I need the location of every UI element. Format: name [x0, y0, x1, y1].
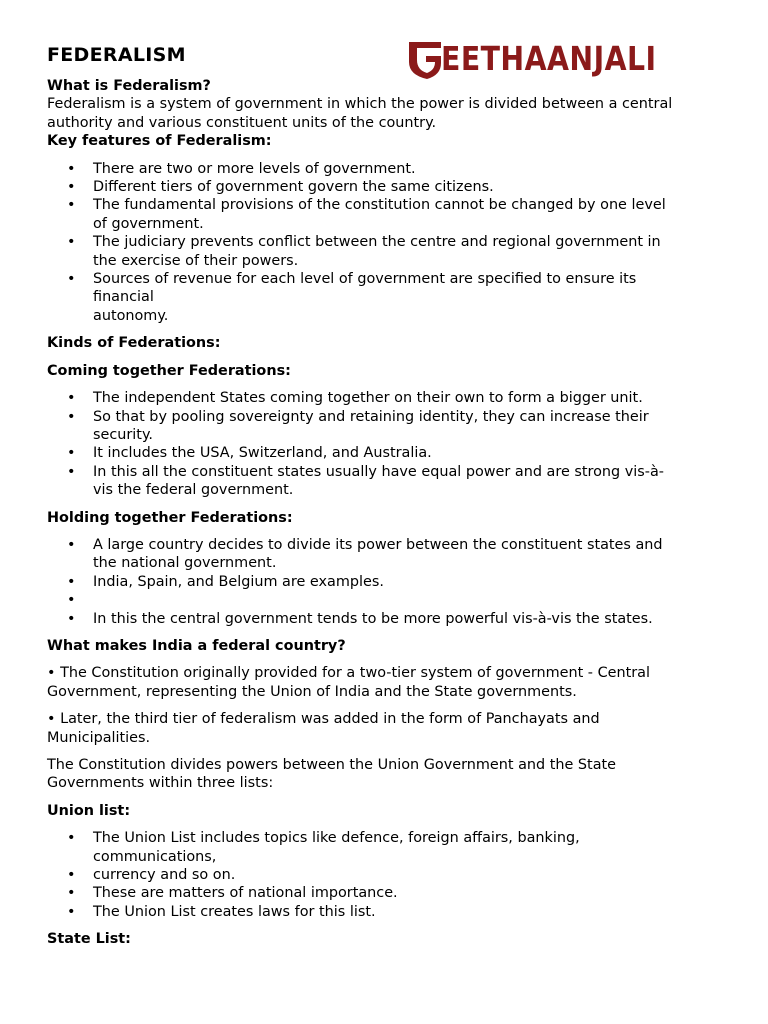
india-para-2-line: • Later, the third tier of federalism was added in the form of Panchayats and	[47, 711, 600, 728]
list-item	[47, 408, 727, 445]
bullet-icon: •	[67, 390, 76, 407]
key-features-list	[47, 160, 727, 326]
list-item	[47, 233, 727, 270]
list-item-text: India, Spain, and Belgium are examples.	[93, 573, 384, 590]
list-item-text: In this the central government tends to be more powerful vis-à-vis the states.	[93, 610, 653, 627]
page-title: FEDERALISM	[47, 44, 186, 66]
list-item	[47, 866, 727, 884]
what-is-line: authority and various constituent units of the country.	[47, 114, 437, 131]
list-item-text: The Union List includes topics like defence, foreign affairs, banking,	[93, 830, 580, 847]
list-item-text: Different tiers of government govern the same citizens.	[93, 179, 494, 196]
bullet-icon: •	[67, 610, 76, 627]
holding-together-heading: Holding together Federations:	[47, 509, 293, 526]
list-item	[47, 573, 727, 591]
list-item	[47, 389, 727, 407]
list-item-text: The fundamental provisions of the constitution cannot be changed by one level	[93, 197, 666, 214]
list-item	[47, 591, 727, 609]
india-para-3-line: Governments within three lists:	[47, 775, 274, 792]
bullet-icon: •	[67, 867, 76, 884]
bullet-icon: •	[67, 160, 76, 177]
list-item	[47, 463, 727, 500]
list-item-text: of government.	[93, 215, 204, 232]
bullet-icon: •	[67, 885, 76, 902]
list-item	[47, 610, 727, 628]
list-item	[47, 444, 727, 462]
india-federal-heading: What makes India a federal country?	[47, 637, 346, 654]
list-item	[47, 196, 727, 233]
list-item-text: The judiciary prevents conflict between the centre and regional government in	[93, 234, 661, 251]
list-item	[47, 903, 727, 921]
bullet-icon: •	[67, 179, 76, 196]
bullet-icon: •	[67, 573, 76, 590]
state-list-heading: State List:	[47, 931, 131, 948]
union-list	[47, 829, 727, 921]
india-para-2-line: Municipalities.	[47, 729, 151, 746]
key-features-heading: Key features of Federalism:	[47, 133, 272, 150]
bullet-icon: •	[67, 197, 76, 214]
bullet-icon: •	[67, 234, 76, 251]
kinds-heading: Kinds of Federations:	[47, 335, 221, 352]
holding-together-list	[47, 536, 727, 628]
list-item	[47, 884, 727, 902]
bullet-icon: •	[67, 592, 76, 609]
list-item-text: The Union List creates laws for this list.	[93, 903, 376, 920]
logo-text: EETHAANJALI	[441, 39, 657, 78]
bullet-icon: •	[67, 903, 76, 920]
bullet-icon: •	[67, 271, 76, 288]
list-item-text: the national government.	[93, 555, 277, 572]
list-item-text: security.	[93, 426, 153, 443]
document-page	[47, 40, 727, 949]
list-item-text: financial	[93, 289, 154, 306]
india-para-1-line: • The Constitution originally provided for a two-tier system of government - Central	[47, 665, 650, 682]
bullet-icon: •	[67, 408, 76, 425]
list-item-text: currency and so on.	[93, 867, 236, 884]
list-item	[47, 829, 727, 866]
list-item-text: A large country decides to divide its power between the constituent states and	[93, 536, 663, 553]
list-item-text: communications,	[93, 848, 217, 865]
list-item-text: So that by pooling sovereignty and retaining identity, they can increase their	[93, 408, 649, 425]
coming-together-list	[47, 389, 727, 499]
list-item-text: In this all the constituent states usually have equal power and are strong vis-à-	[93, 463, 664, 480]
list-item-text: vis the federal government.	[93, 482, 294, 499]
india-para-3-line: The Constitution divides powers between the Union Government and the State	[47, 756, 617, 773]
what-is-line: Federalism is a system of government in which the power is divided between a central	[47, 96, 673, 113]
bullet-icon: •	[67, 445, 76, 462]
india-para-1-line: Government, representing the Union of India and the State governments.	[47, 683, 577, 700]
list-item-text: the exercise of their powers.	[93, 252, 299, 269]
union-list-heading: Union list:	[47, 802, 131, 819]
list-item-text: There are two or more levels of government.	[93, 160, 416, 177]
list-item	[47, 178, 727, 196]
list-item-text: It includes the USA, Switzerland, and Australia.	[93, 445, 432, 462]
list-item	[47, 270, 727, 325]
list-item-text: These are matters of national importance.	[93, 885, 398, 902]
bullet-icon: •	[67, 830, 76, 847]
bullet-icon: •	[67, 536, 76, 553]
list-item	[47, 160, 727, 178]
list-item-text: The independent States coming together on their own to form a bigger unit.	[93, 390, 643, 407]
list-item-text: autonomy.	[93, 307, 169, 324]
what-is-heading: What is Federalism?	[47, 78, 211, 94]
list-item-text: Sources of revenue for each level of government are specified to ensure its	[93, 271, 637, 288]
list-item	[47, 536, 727, 573]
coming-together-heading: Coming together Federations:	[47, 362, 291, 379]
bullet-icon: •	[67, 463, 76, 480]
